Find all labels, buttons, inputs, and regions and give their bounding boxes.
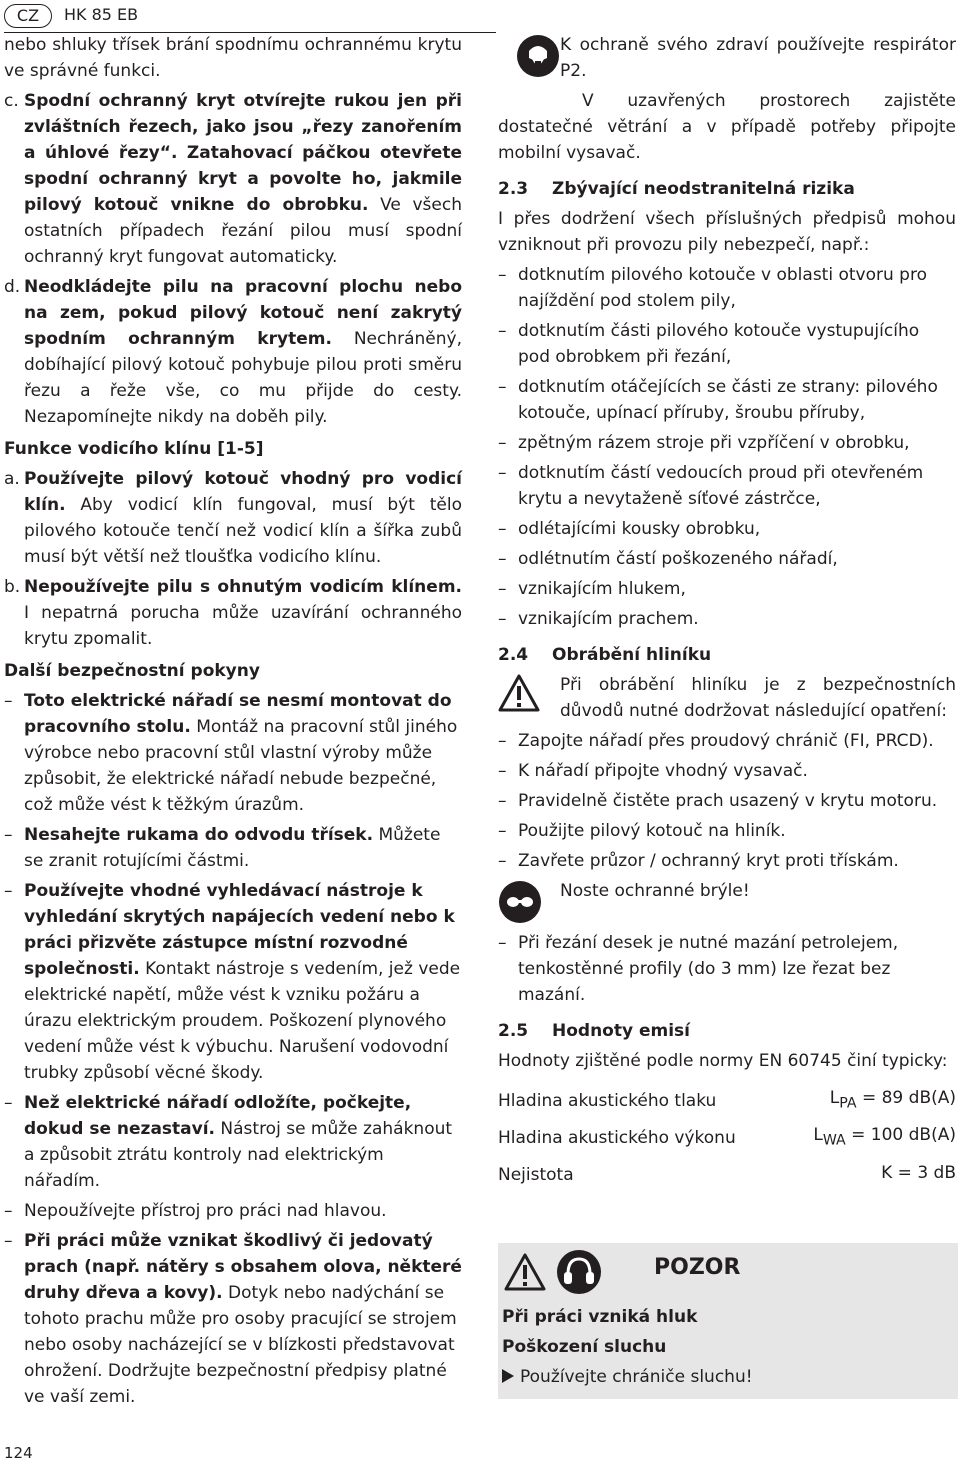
aluminium-extra-list xyxy=(498,930,956,1008)
page-number: 124 xyxy=(4,1444,33,1462)
item-label: c. xyxy=(4,91,19,111)
list-item xyxy=(4,878,462,1086)
section-title: Obrábění hliníku xyxy=(552,645,712,665)
list-item xyxy=(4,1228,462,1410)
item-bold-text: Než elektrické nářadí odložíte, počkejte, dokud se nezastaví. xyxy=(24,1093,412,1139)
item-bold-text: Spodní ochranný kryt otvírejte rukou jen při zvláštních řezech, jako jsou „řezy zanořením a úhlové řezy“. Zatahovací páčkou otevřete spodní ochranný kryt a povolte ho, jakmile pilový kotouč vnikne do obrobku. xyxy=(24,91,462,215)
value-text: K = 3 dB xyxy=(881,1162,956,1183)
play-arrow-icon xyxy=(502,1369,514,1383)
section-number: 2.5 xyxy=(498,1021,529,1041)
value-text: = 100 dB(A) xyxy=(845,1125,956,1146)
section-2-5-heading xyxy=(498,1018,956,1044)
list-item: – dotknutím otáčejících se části ze strany: pilového kotouče, upínací příruby, šroubu příruby, xyxy=(498,374,956,426)
list-item: – K nářadí připojte vhodný vysavač. xyxy=(498,758,956,784)
aluminium-list xyxy=(498,728,956,874)
right-column xyxy=(498,32,956,1194)
section-2-3-heading xyxy=(498,176,956,202)
ear-protection-icon xyxy=(556,1249,602,1300)
item-bold-text: Používejte pilový kotouč vhodný pro vodicí klín. xyxy=(24,469,462,515)
item-label: a. xyxy=(4,469,20,489)
item-label: b. xyxy=(4,577,21,597)
item-bold-text: Používejte vhodné vyhledávací nástroje k vyhledání skrytých napájecích vedení nebo k práci přizvěte zástupce místní rozvodné společnosti. xyxy=(24,881,455,979)
paragraph-continuation: nebo shluky třísek brání spodnímu ochrannému krytu ve správné funkci. xyxy=(4,35,462,81)
item-text: I nepatrná porucha může uzavírání ochranného krytu zpomalit. xyxy=(24,603,462,649)
emission-label: Hladina akustického výkonu xyxy=(498,1128,736,1149)
item-text: Kontakt nástroje s vedením, jež vede elektrické napětí, může vést k vzniku požáru a úrazu elektrickým proudem. Poškození plynového vedení může vést k výbuchu. Narušení vodovodní trubky způsobí věcné škody. xyxy=(24,959,461,1083)
section-title: Zbývající neodstranitelná rizika xyxy=(552,179,855,199)
list-item: – zpětným rázem stroje při vzpříčení v obrobku, xyxy=(498,430,956,456)
value-subscript: PA xyxy=(839,1095,857,1112)
list-item xyxy=(4,1198,462,1224)
aluminium-note xyxy=(498,672,956,728)
aluminium-intro: Při obrábění hliníku je z bezpečnostních důvodů nutné dodržovat následující opatření: xyxy=(560,675,956,721)
emission-intro: Hodnoty zjištěné podle normy EN 60745 činí typicky: xyxy=(498,1051,948,1071)
list-item: – Zapojte nářadí přes proudový chránič (FI, PRCD). xyxy=(498,728,956,754)
emission-value xyxy=(784,1082,956,1119)
item-d xyxy=(4,274,462,430)
item-bold-text: Při práci může vznikat škodlivý či jedovatý prach (např. nátěry s obsahem olova, některé druhy dřeva a kovy). xyxy=(24,1231,462,1303)
warning-line-1: Při práci vzniká hluk xyxy=(502,1307,698,1327)
goggles-icon xyxy=(498,880,542,932)
emission-value xyxy=(784,1157,956,1194)
list-item: – Při řezání desek je nutné mazání petrolejem, tenkostěnné profily (do 3 mm) lze řezat bez mazání. xyxy=(498,930,956,1008)
respirator-note xyxy=(498,32,956,88)
item-b xyxy=(4,574,462,652)
left-column xyxy=(4,32,462,1414)
item-text: Nechráněný, dobíhající pilový kotouč pohybuje pilou proti směru řezu a řeže vše, co mu přijde do cesty. Nezapomínejte nikdy na doběh pily. xyxy=(24,329,463,427)
table-row xyxy=(498,1082,956,1119)
list-item: – dotknutím pilového kotouče v oblasti otvoru pro najíždění pod stolem pily, xyxy=(498,262,956,314)
warning-box xyxy=(498,1243,958,1399)
list-item: – dotknutím části pilového kotouče vystupujícího pod obrobkem při řezání, xyxy=(498,318,956,370)
emission-label: Nejistota xyxy=(498,1165,574,1186)
list-item: – Pravidelně čistěte prach usazený v krytu motoru. xyxy=(498,788,956,814)
item-bold-text: Toto elektrické nářadí se nesmí montovat do pracovního stolu. xyxy=(24,691,452,737)
emission-label: Hladina akustického tlaku xyxy=(498,1090,717,1111)
section-title: Hodnoty emisí xyxy=(552,1021,691,1041)
emission-value xyxy=(784,1119,956,1156)
list-item: – vznikajícím hlukem, xyxy=(498,576,956,602)
item-bold-text: Neodkládejte pilu na pracovní plochu nebo na zem, pokud pilový kotouč není zakrytý spodním ochranným krytem. xyxy=(24,277,462,349)
item-label: d. xyxy=(4,277,21,297)
list-item: – odlétnutím částí poškozeného nářadí, xyxy=(498,546,956,572)
list-item xyxy=(4,688,462,818)
table-row xyxy=(498,1119,956,1156)
language-badge: CZ xyxy=(4,4,52,28)
item-c xyxy=(4,88,462,270)
heading-riving-knife: Funkce vodicího klínu [1-5] xyxy=(4,439,264,459)
section-number: 2.3 xyxy=(498,179,529,199)
warning-title: POZOR xyxy=(654,1255,741,1280)
item-text: Nepoužívejte přístroj pro práci nad hlavou. xyxy=(24,1201,387,1221)
value-symbol: L xyxy=(829,1088,840,1108)
list-item xyxy=(4,1090,462,1194)
warning-triangle-icon xyxy=(504,1253,546,1296)
item-text: Nástroj se může zaháknout a způsobit ztrátu kontroly nad elektrickým nářadím. xyxy=(24,1119,453,1191)
list-item: – vznikajícím prachem. xyxy=(498,606,956,632)
list-item: – odlétajícími kousky obrobku, xyxy=(498,516,956,542)
list-item: – dotknutím částí vedoucích proud při otevřeném krytu a nevytaženě síťové zástrčce, xyxy=(498,460,956,512)
warning-line-3 xyxy=(502,1367,753,1387)
list-item xyxy=(4,822,462,874)
list-item: – Zavřete průzor / ochranný kryt proti třískám. xyxy=(498,848,956,874)
ventilation-text: V uzavřených prostorech zajistěte dostatečné větrání a v případě potřeby připojte mobilní vysavač. xyxy=(498,91,956,163)
item-text: Můžete se zranit rotujícími částmi. xyxy=(24,825,441,871)
value-subscript: WA xyxy=(822,1132,846,1149)
warning-triangle-icon xyxy=(498,674,540,720)
item-a xyxy=(4,466,462,570)
goggles-text: Noste ochranné brýle! xyxy=(560,881,750,901)
section-2-4-heading xyxy=(498,642,956,668)
item-text: Ve všech ostatních případech řezání pilou musí spodní ochranný kryt fungovat automaticky. xyxy=(24,195,462,267)
respirator-text: K ochraně svého zdraví používejte respirátor P2. xyxy=(560,35,956,81)
section-2-3-intro: I přes dodržení všech příslušných předpisů mohou vzniknout při provozu pily nebezpečí, např.: xyxy=(498,209,956,255)
item-text: Montáž na pracovní stůl jiného výrobce nebo pracovní stůl vlastní výroby může způsobit, že elektrické nářadí nebude bezpečné, což může vést k těžkým úrazům. xyxy=(24,717,458,815)
safety-list xyxy=(4,688,462,1410)
emission-table xyxy=(498,1082,956,1194)
list-item: – Použijte pilový kotouč na hliník. xyxy=(498,818,956,844)
goggles-note xyxy=(498,878,956,930)
respirator-icon xyxy=(516,34,560,86)
model-name: HK 85 EB xyxy=(64,5,139,24)
warning-line-3-text: Používejte chrániče sluchu! xyxy=(520,1367,753,1387)
table-row xyxy=(498,1157,956,1194)
item-bold-text: Nesahejte rukama do odvodu třísek. xyxy=(24,825,374,845)
value-text: = 89 dB(A) xyxy=(856,1088,956,1108)
value-symbol: L xyxy=(813,1125,823,1146)
risk-list xyxy=(498,262,956,632)
item-text: Dotyk nebo nadýchání se tohoto prachu může pro osoby pracující se strojem nebo osoby nacházející se v blízkosti představovat ohrožení. Dodržujte bezpečnostní předpisy platné ve vaší zemi. xyxy=(24,1283,457,1407)
section-number: 2.4 xyxy=(498,645,529,665)
warning-line-2: Poškození sluchu xyxy=(502,1337,667,1357)
heading-safety-notes: Další bezpečnostní pokyny xyxy=(4,661,260,681)
item-bold-text: Nepoužívejte pilu s ohnutým vodicím klínem. xyxy=(24,577,462,597)
item-text: Aby vodicí klín fungoval, musí být tělo pilového kotouče tenčí než vodicí klín a šířka zubů musí být větší než tloušťka vodicího klínu. xyxy=(24,495,462,567)
